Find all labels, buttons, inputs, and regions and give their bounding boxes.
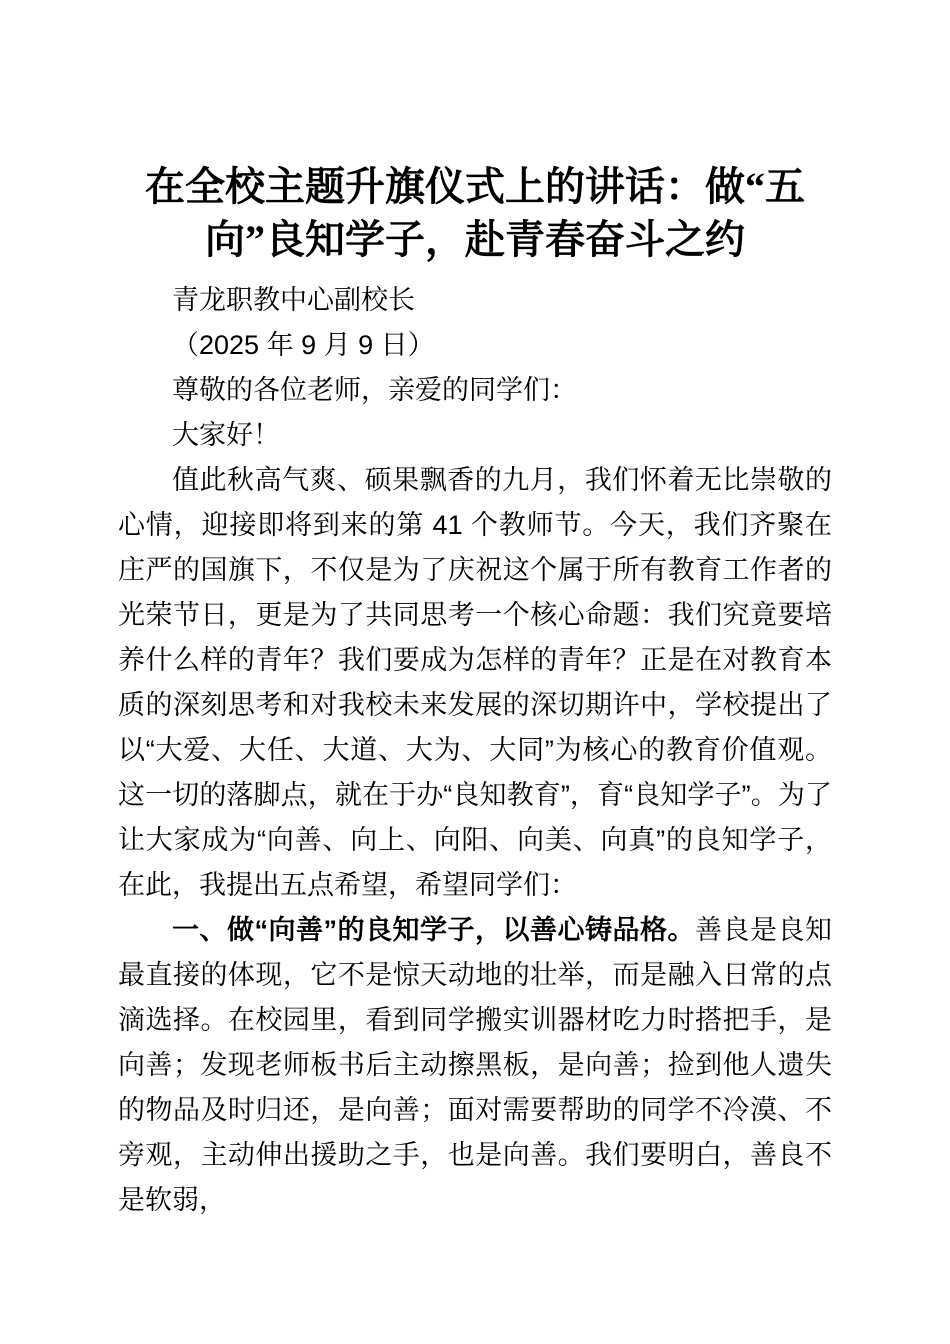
date-line: （2025 年 9 月 9 日）	[172, 330, 435, 360]
salutation-line: 尊敬的各位老师，亲爱的同学们：	[172, 375, 577, 405]
point-one-paragraph	[118, 908, 832, 1223]
intro-paragraph: 值此秋高气爽、硕果飘香的九月，我们怀着无比崇敬的心情，迎接即将到来的第 41 个教师节。今天，我们齐聚在庄严的国旗下，不仅是为了庆祝这个属于所有教育工作者的光荣节日，更是为了共同思考一个核心命题：我们究竟要培养什么样的青年？我们要成为怎样的青年？正是在对教育本质的深刻思考和对我校未来发展的深切期许中，学校提出了以“大爱、大任、大道、大为、大同”为核心的教育价值观。这一切的落脚点，就在于办“良知教育”，育“良知学子”。为了让大家成为“向善、向上、向阳、向美、向真”的良知学子，在此，我提出五点希望，希望同学们：	[118, 465, 832, 900]
point-one-body: 善良是良知最直接的体现，它不是惊天动地的壮举，而是融入日常的点滴选择。在校园里，看到同学搬实训器材吃力时搭把手，是向善；发现老师板书后主动擦黑板，是向善；捡到他人遗失的物品及时归还，是向善；面对需要帮助的同学不冷漠、不旁观，主动伸出援助之手，也是向善。我们要明白，善良不是软弱，	[118, 915, 832, 1215]
author-line: 青龙职教中心副校长	[172, 285, 415, 315]
point-one-lead: 一、做“向善”的良知学子，以善心铸品格。	[172, 915, 695, 945]
document-title: 在全校主题升旗仪式上的讲话：做“五向”良知学子，赴青春奋斗之约	[145, 164, 805, 262]
greeting-line: 大家好！	[172, 420, 280, 450]
